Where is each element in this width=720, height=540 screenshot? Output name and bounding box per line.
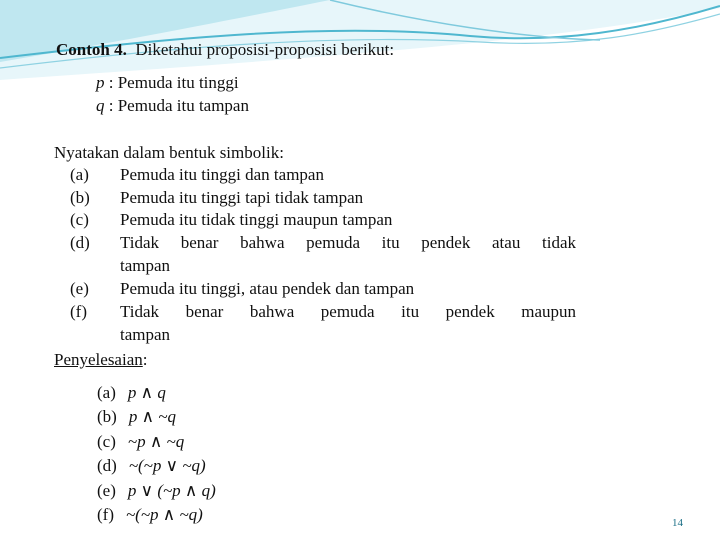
answer-label: (e)	[97, 481, 116, 500]
answer-row	[97, 383, 166, 403]
proposition-text: : Pemuda itu tinggi	[108, 73, 239, 92]
answer-row	[97, 432, 184, 452]
answer-row	[97, 407, 176, 427]
item-text: Tidak benar bahwa pemuda itu pendek atau tidak	[120, 233, 576, 252]
proposition-var: p	[96, 73, 105, 92]
answer-expression: p ∧ q	[127, 383, 166, 402]
solution-heading: Penyelesaian:	[54, 350, 148, 369]
item-label: (a)	[70, 165, 89, 184]
item-label: (e)	[70, 279, 89, 298]
answer-label: (d)	[97, 456, 117, 475]
proposition-p	[96, 73, 239, 93]
title-text: Diketahui proposisi-proposisi berikut:	[135, 40, 395, 59]
answer-row	[97, 481, 216, 501]
answer-expression: p ∨ (~p ∧ q)	[127, 481, 216, 500]
item-label: (c)	[70, 210, 89, 229]
answer-expression: ~p ∧ ~q	[127, 432, 185, 451]
item-label: (d)	[70, 233, 90, 252]
item-text: Pemuda itu tinggi, atau pendek dan tampan	[120, 279, 415, 298]
answer-row	[97, 456, 206, 476]
answer-label: (c)	[97, 432, 116, 451]
answer-expression: ~(~p ∧ ~q)	[125, 505, 203, 524]
item-text: Pemuda itu tinggi dan tampan	[120, 165, 324, 184]
instruction-text: Nyatakan dalam bentuk simbolik:	[54, 143, 284, 162]
item-text: Pemuda itu tidak tinggi maupun tampan	[120, 210, 393, 229]
answer-expression: ~(~p ∨ ~q)	[128, 456, 206, 475]
slide-title	[56, 40, 394, 60]
item-text: Pemuda itu tinggi tapi tidak tampan	[120, 188, 364, 207]
proposition-q	[96, 96, 249, 116]
page-number: 14	[672, 517, 683, 529]
answer-label: (a)	[97, 383, 116, 402]
answer-expression: p ∧ ~q	[128, 407, 176, 426]
example-label: Contoh 4.	[56, 40, 127, 59]
answer-row	[97, 505, 203, 525]
proposition-var: q	[96, 96, 105, 115]
answer-label: (f)	[97, 505, 114, 524]
item-text: Tidak benar bahwa pemuda itu pendek maupun	[120, 302, 576, 321]
proposition-text: : Pemuda itu tampan	[108, 96, 249, 115]
answer-label: (b)	[97, 407, 117, 426]
item-text-continued: tampan	[120, 325, 171, 344]
item-label: (b)	[70, 188, 90, 207]
item-label: (f)	[70, 302, 87, 321]
item-text-continued: tampan	[120, 256, 171, 275]
